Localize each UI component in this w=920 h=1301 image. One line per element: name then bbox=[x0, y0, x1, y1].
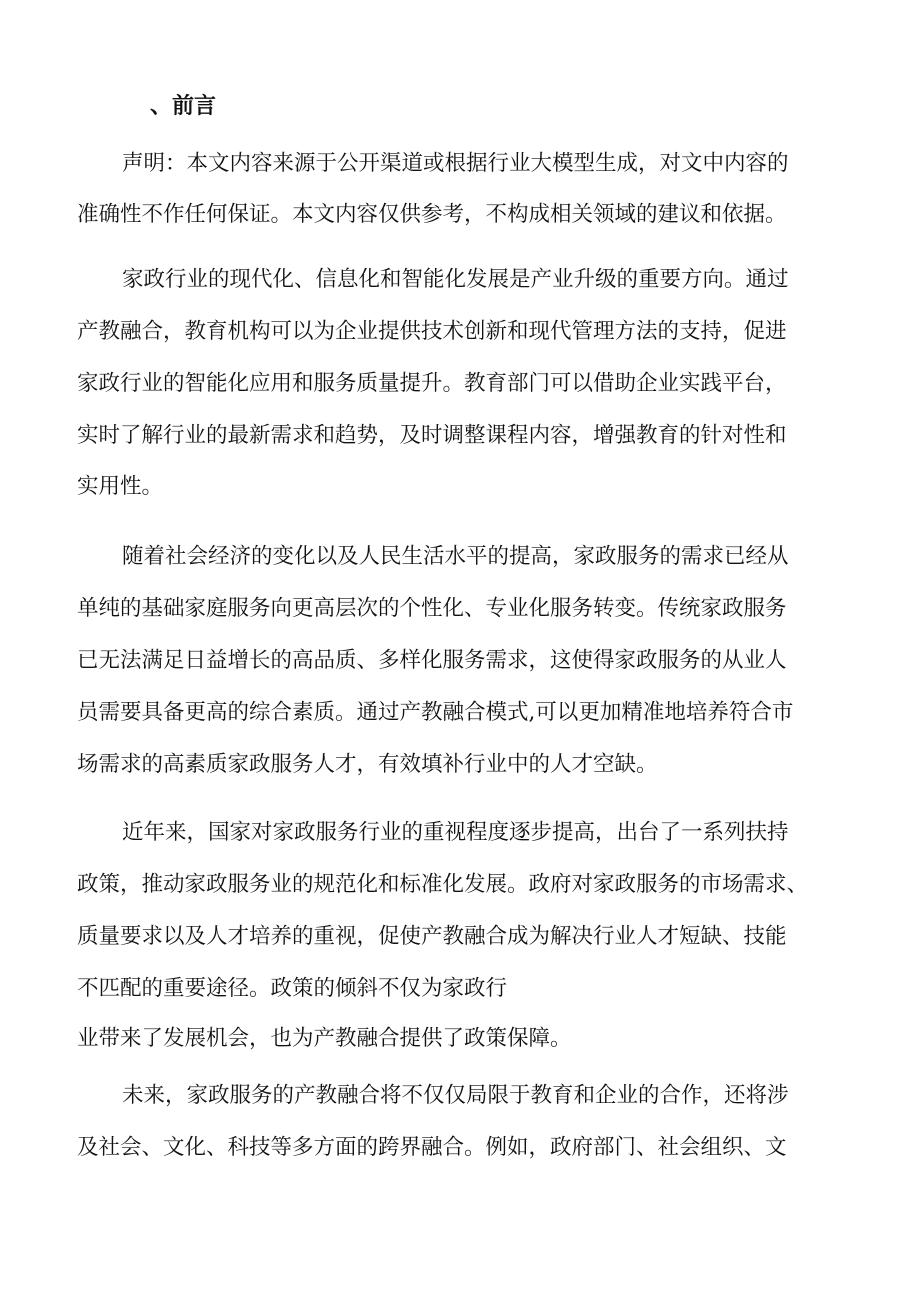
paragraph-4-line-2: 政策，推动家政服务业的规范化和标准化发展。政府对家政服务的市场需求、 bbox=[77, 872, 809, 897]
paragraph-5-line-2: 及社会、文化、科技等多方面的跨界融合。例如，政府部门、社会组织、文 bbox=[77, 1135, 787, 1160]
section-heading: 、前言 bbox=[150, 93, 217, 119]
paragraph-2-line-2: 产教融合，教育机构可以为企业提供技术创新和现代管理方法的支持，促进 bbox=[77, 319, 787, 344]
paragraph-2-line-1: 家政行业的现代化、信息化和智能化发展是产业升级的重要方向。通过 bbox=[122, 267, 789, 292]
paragraph-4-line-4: 不匹配的重要途径。政策的倾斜不仅为家政行 bbox=[77, 976, 508, 1001]
paragraph-3-line-4: 员需要具备更高的综合素质。通过产教融合模式,可以更加精准地培养符合市 bbox=[77, 700, 794, 725]
paragraph-4-line-5: 业带来了发展机会，也为产教融合提供了政策保障。 bbox=[77, 1026, 572, 1051]
paragraph-2-line-5: 实用性。 bbox=[77, 474, 164, 499]
paragraph-5-line-1: 未来，家政服务的产教融合将不仅仅局限于教育和企业的合作，还将涉 bbox=[122, 1083, 789, 1108]
paragraph-2-line-3: 家政行业的智能化应用和服务质量提升。教育部门可以借助企业实践平台， bbox=[77, 371, 787, 396]
paragraph-1-line-1: 声明：本文内容来源于公开渠道或根据行业大模型生成，对文中内容的 bbox=[122, 151, 789, 176]
paragraph-3-line-1: 随着社会经济的变化以及人民生活水平的提高，家政服务的需求已经从 bbox=[122, 544, 789, 569]
paragraph-3-line-3: 已无法满足日益增长的高品质、多样化服务需求，这使得家政服务的从业人 bbox=[77, 648, 787, 673]
paragraph-3-line-2: 单纯的基础家庭服务向更高层次的个性化、专业化服务转变。传统家政服务 bbox=[77, 596, 787, 621]
paragraph-4-line-3: 质量要求以及人才培养的重视，促使产教融合成为解决行业人才短缺、技能 bbox=[77, 924, 787, 949]
paragraph-3-line-5: 场需求的高素质家政服务人才，有效填补行业中的人才空缺。 bbox=[77, 752, 658, 777]
paragraph-1-line-2: 准确性不作任何保证。本文内容仅供参考，不构成相关领域的建议和依据。 bbox=[77, 202, 787, 227]
paragraph-4-line-1: 近年来，国家对家政服务行业的重视程度逐步提高，出台了一系列扶持 bbox=[122, 820, 789, 845]
paragraph-2-line-4: 实时了解行业的最新需求和趋势，及时调整课程内容，增强教育的针对性和 bbox=[77, 423, 787, 448]
